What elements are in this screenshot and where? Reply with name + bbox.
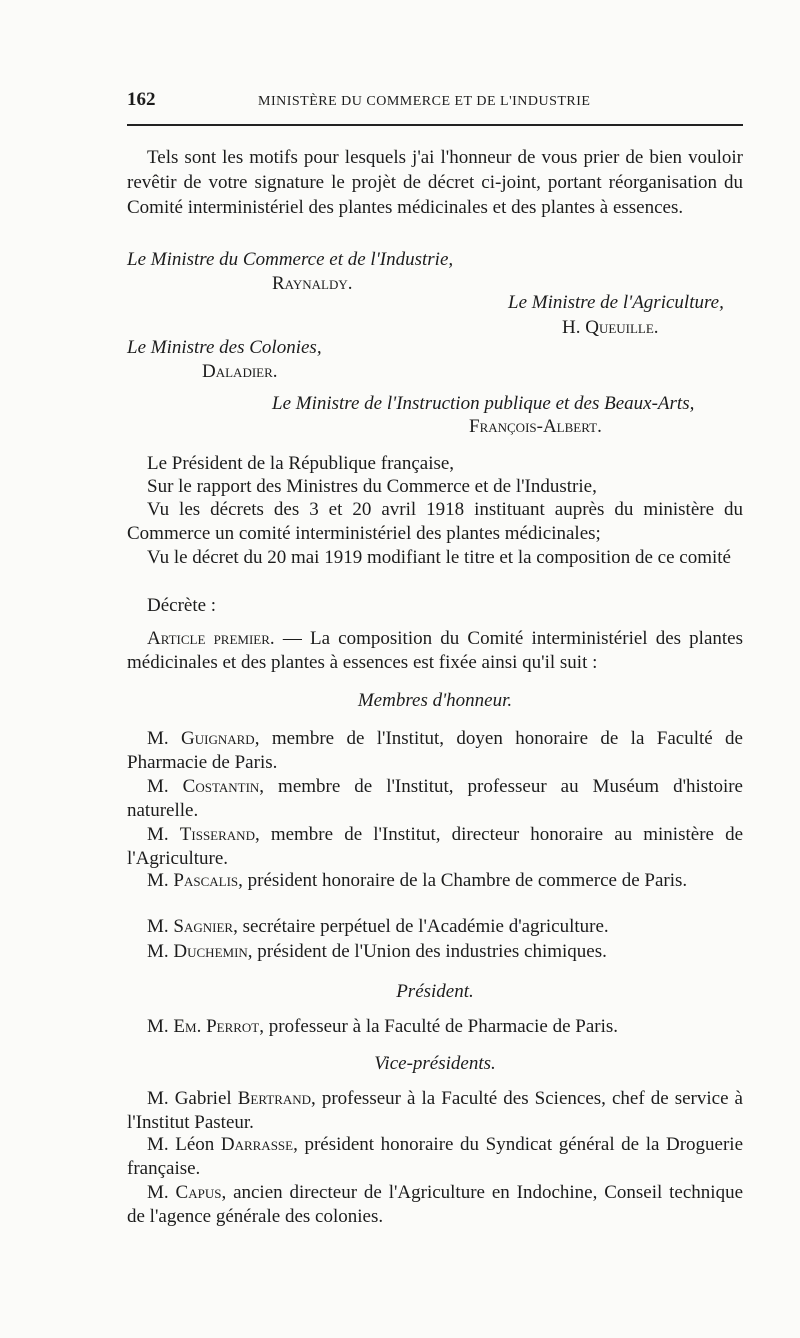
member-entry: M. Tisserand, membre de l'Institut, directeur honoraire au ministère de l'Agriculture. [127, 824, 743, 869]
vice-president-entry: M. Gabriel Bertrand, professeur à la Faculté des Sciences, chef de service à l'Institut Pasteur. [127, 1088, 743, 1133]
signature-agriculture-name: H. Queuille. [562, 317, 659, 338]
article-premier [127, 627, 743, 675]
signature-commerce-title: Le Ministre du Commerce et de l'Industrie, [127, 249, 454, 270]
vice-president-entry: M. Léon Darrasse, président honoraire du Syndicat général de la Droguerie française. [127, 1134, 744, 1179]
member-entry: M. Pascalis, président honoraire de la Chambre de commerce de Paris. [147, 870, 688, 891]
decree-vu-1: Vu les décrets des 3 et 20 avril 1918 instituant auprès du ministère du Commerce un comité interministériel des plantes médicinales; [127, 499, 743, 544]
decree-vu-2: Vu le décret du 20 mai 1919 modifiant le titre et la composition de ce comité [147, 547, 731, 568]
section-honorary-members: Membres d'honneur. [357, 690, 513, 711]
signature-colonies-name: Daladier. [202, 361, 278, 382]
running-title: MINISTÈRE DU COMMERCE ET DE L'INDUSTRIE [258, 94, 591, 109]
member-entry: M. Sagnier, secrétaire perpétuel de l'Académie d'agriculture. [147, 916, 609, 937]
header-rule [127, 124, 743, 126]
section-president: Président. [396, 981, 474, 1002]
article-text: — La composition du Comité interministériel des plantes médicinales et des plantes à essences est fixée ainsi qu'il suit : [127, 628, 743, 673]
decree-decrete: Décrète : [147, 595, 217, 616]
president-name: Em. Perrot [173, 1016, 260, 1037]
member-name: Sagnier [173, 916, 234, 937]
page-number: 162 [127, 89, 156, 110]
signature-instruction-title: Le Ministre de l'Instruction publique et des Beaux-Arts, [272, 393, 695, 414]
section-vice-presidents: Vice-présidents. [374, 1053, 496, 1074]
member-entry: M. Costantin, membre de l'Institut, professeur au Muséum d'histoire naturelle. [127, 776, 743, 821]
decree-president: Le Président de la République française, [147, 453, 455, 474]
member-name: Costantin [182, 776, 260, 797]
vice-president-name: Darrasse [220, 1134, 294, 1155]
member-entry: M. Duchemin, président de l'Union des industries chimiques. [147, 941, 607, 962]
member-name: Guignard [181, 728, 255, 749]
signature-instruction-name: François-Albert. [469, 416, 602, 437]
vice-president-name: Bertrand [237, 1088, 312, 1109]
signature-commerce-name: Raynaldy. [272, 273, 353, 294]
member-entry: M. Guignard, membre de l'Institut, doyen honoraire de la Faculté de Pharmacie de Paris. [127, 728, 743, 773]
vice-president-name: Capus [175, 1182, 222, 1203]
article-label: Article premier. [147, 628, 275, 649]
member-name: Tisserand [179, 824, 255, 845]
signature-colonies-title: Le Ministre des Colonies, [127, 337, 322, 358]
vice-president-entry: M. Capus, ancien directeur de l'Agriculture en Indochine, Conseil technique de l'agence générale des colonies. [127, 1182, 744, 1227]
member-name: Pascalis [173, 870, 239, 891]
member-name: Duchemin [173, 941, 248, 962]
president-entry: M. Em. Perrot, professeur à la Faculté de Pharmacie de Paris. [147, 1016, 619, 1037]
intro-paragraph: Tels sont les motifs pour lesquels j'ai l'honneur de vous prier de bien vouloir revêtir de votre signature le projèt de décret ci-joint, portant réorganisation du Comité interministériel des plantes médicinales et des plantes à essences. [127, 147, 743, 218]
decree-rapport: Sur le rapport des Ministres du Commerce et de l'Industrie, [147, 476, 597, 497]
signature-agriculture-title: Le Ministre de l'Agriculture, [508, 292, 724, 313]
